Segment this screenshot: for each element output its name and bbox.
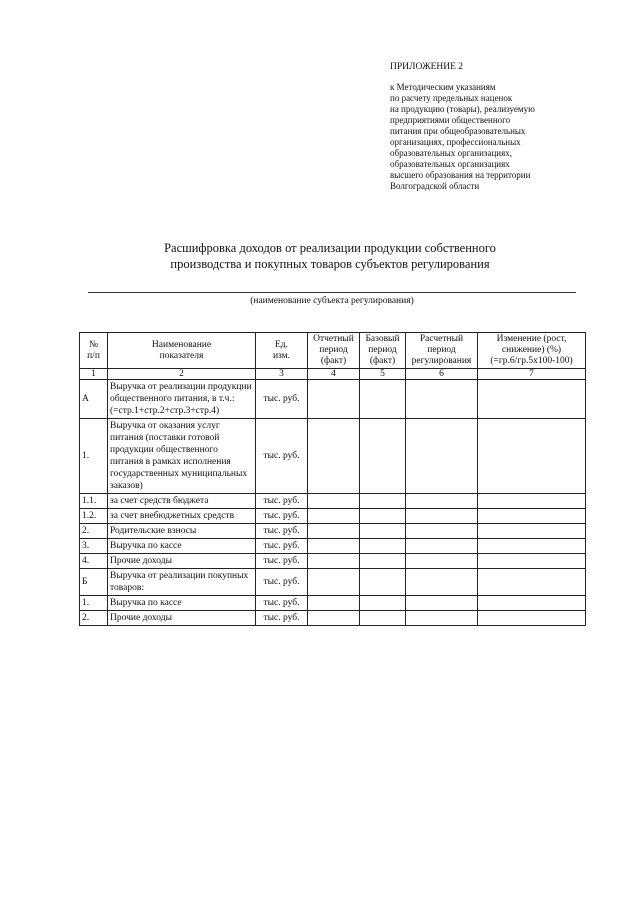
subject-name-caption: (наименование субъекта регулирования) bbox=[250, 296, 414, 306]
header-cell: Наименование показателя bbox=[108, 333, 256, 369]
base-period-value bbox=[360, 524, 406, 539]
reported-period-value bbox=[308, 494, 360, 509]
row-number: Б bbox=[80, 569, 108, 596]
header-cell: Отчетный период (факт) bbox=[308, 333, 360, 369]
column-number: 4 bbox=[308, 369, 360, 380]
column-number: 1 bbox=[80, 369, 108, 380]
projected-period-value bbox=[406, 539, 478, 554]
base-period-value bbox=[360, 380, 406, 419]
row-number: 4. bbox=[80, 554, 108, 569]
unit-of-measure: тыс. руб. bbox=[256, 539, 308, 554]
projected-period-value bbox=[406, 611, 478, 626]
unit-of-measure: тыс. руб. bbox=[256, 524, 308, 539]
table-row bbox=[80, 539, 586, 554]
document-title: Расшифровка доходов от реализации продукции собственного производства и покупных товаров субъектов регулирования bbox=[164, 241, 496, 271]
unit-of-measure: тыс. руб. bbox=[256, 509, 308, 524]
indicator-name: Прочие доходы bbox=[108, 611, 256, 626]
change-percent-value bbox=[478, 611, 586, 626]
reported-period-value bbox=[308, 524, 360, 539]
reported-period-value bbox=[308, 596, 360, 611]
appendix-title: ПРИЛОЖЕНИЕ 2 bbox=[390, 62, 464, 72]
reported-period-value bbox=[308, 509, 360, 524]
change-percent-value bbox=[478, 569, 586, 596]
table-row bbox=[80, 569, 586, 596]
table-header-row bbox=[80, 333, 586, 369]
base-period-value bbox=[360, 509, 406, 524]
change-percent-value bbox=[478, 380, 586, 419]
row-number: 2. bbox=[80, 611, 108, 626]
column-number: 7 bbox=[478, 369, 586, 380]
indicator-name: Выручка по кассе bbox=[108, 596, 256, 611]
change-percent-value bbox=[478, 509, 586, 524]
projected-period-value bbox=[406, 596, 478, 611]
change-percent-value bbox=[478, 539, 586, 554]
row-number: 1. bbox=[80, 419, 108, 494]
appendix-body: к Методическим указаниям по расчету предельных наценок на продукцию (товары), реализуемую предприятиями общественного питания при общеобразовательных организациях, профессиональных образовательных организациях, образовательных организациях высшего образования на территории Волгоградской области bbox=[390, 82, 535, 191]
indicator-name: Выручка от оказания услуг питания (поставки готовой продукции общественного питания в рамках исполнения государственных муниципальных заказов) bbox=[108, 419, 256, 494]
base-period-value bbox=[360, 569, 406, 596]
unit-of-measure: тыс. руб. bbox=[256, 569, 308, 596]
unit-of-measure: тыс. руб. bbox=[256, 611, 308, 626]
header-cell: Базовый период (факт) bbox=[360, 333, 406, 369]
column-number-row bbox=[80, 369, 586, 380]
header-cell: Ед. изм. bbox=[256, 333, 308, 369]
row-number: 1.1. bbox=[80, 494, 108, 509]
table-row bbox=[80, 494, 586, 509]
unit-of-measure: тыс. руб. bbox=[256, 596, 308, 611]
change-percent-value bbox=[478, 419, 586, 494]
header-cell: № п/п bbox=[80, 333, 108, 369]
indicator-name: Выручка по кассе bbox=[108, 539, 256, 554]
column-number: 5 bbox=[360, 369, 406, 380]
change-percent-value bbox=[478, 596, 586, 611]
table-row bbox=[80, 554, 586, 569]
appendix-block bbox=[390, 62, 630, 192]
projected-period-value bbox=[406, 569, 478, 596]
reported-period-value bbox=[308, 554, 360, 569]
column-number: 2 bbox=[108, 369, 256, 380]
income-breakdown-table bbox=[79, 332, 586, 626]
indicator-name: за счет средств бюджета bbox=[108, 494, 256, 509]
table-row bbox=[80, 419, 586, 494]
table-row bbox=[80, 611, 586, 626]
indicator-name: Выручка от реализации покупных товаров: bbox=[108, 569, 256, 596]
change-percent-value bbox=[478, 554, 586, 569]
base-period-value bbox=[360, 596, 406, 611]
row-number: 1. bbox=[80, 596, 108, 611]
projected-period-value bbox=[406, 380, 478, 419]
base-period-value bbox=[360, 554, 406, 569]
projected-period-value bbox=[406, 509, 478, 524]
subject-name-line bbox=[88, 292, 576, 293]
row-number: 2. bbox=[80, 524, 108, 539]
indicator-name: Родительские взносы bbox=[108, 524, 256, 539]
projected-period-value bbox=[406, 524, 478, 539]
base-period-value bbox=[360, 611, 406, 626]
reported-period-value bbox=[308, 419, 360, 494]
base-period-value bbox=[360, 539, 406, 554]
row-number: А bbox=[80, 380, 108, 419]
unit-of-measure: тыс. руб. bbox=[256, 494, 308, 509]
change-percent-value bbox=[478, 494, 586, 509]
column-number: 6 bbox=[406, 369, 478, 380]
indicator-name: за счет внебюджетных средств bbox=[108, 509, 256, 524]
base-period-value bbox=[360, 419, 406, 494]
table-body bbox=[80, 380, 586, 626]
row-number: 3. bbox=[80, 539, 108, 554]
table-row bbox=[80, 509, 586, 524]
projected-period-value bbox=[406, 494, 478, 509]
header-cell: Изменение (рост, снижение) (%) (=гр.6/гр.5х100-100) bbox=[478, 333, 586, 369]
reported-period-value bbox=[308, 569, 360, 596]
reported-period-value bbox=[308, 611, 360, 626]
table-row bbox=[80, 524, 586, 539]
projected-period-value bbox=[406, 554, 478, 569]
indicator-name: Выручка от реализации продукции общественного питания, в т.ч.: (=стр.1+стр.2+стр.3+стр.4) bbox=[108, 380, 256, 419]
column-number: 3 bbox=[256, 369, 308, 380]
unit-of-measure: тыс. руб. bbox=[256, 419, 308, 494]
reported-period-value bbox=[308, 539, 360, 554]
header-cell: Расчетный период регулирования bbox=[406, 333, 478, 369]
row-number: 1.2. bbox=[80, 509, 108, 524]
change-percent-value bbox=[478, 524, 586, 539]
reported-period-value bbox=[308, 380, 360, 419]
table-row bbox=[80, 380, 586, 419]
indicator-name: Прочие доходы bbox=[108, 554, 256, 569]
table-row bbox=[80, 596, 586, 611]
projected-period-value bbox=[406, 419, 478, 494]
unit-of-measure: тыс. руб. bbox=[256, 380, 308, 419]
unit-of-measure: тыс. руб. bbox=[256, 554, 308, 569]
base-period-value bbox=[360, 494, 406, 509]
